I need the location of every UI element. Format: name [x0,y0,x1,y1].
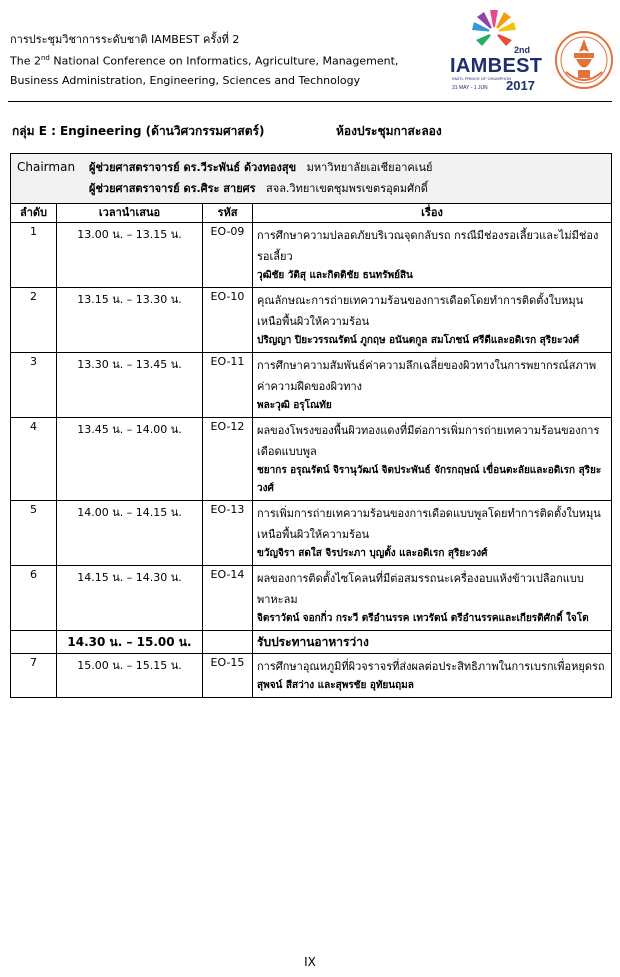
chair-cell [11,154,612,204]
chair-line-2 [17,178,605,199]
row-topic [253,353,612,418]
row-topic [253,418,612,501]
logo-edition: 2nd [514,45,531,55]
row-time: 13.15 น. – 13.30 น. [57,288,203,353]
chair-name-1: ผู้ช่วยศาสตราจารย์ ดร.วีระพันธ์ ด้วงทองสุข [89,161,297,174]
logo-name: IAMBEST [450,55,542,77]
col-header-title: เรื่อง [253,204,612,223]
university-seal [554,30,614,90]
break-label: รับประทานอาหารว่าง [253,631,612,654]
row-code: EO-14 [203,566,253,631]
table-row [11,654,612,698]
row-no: 6 [11,566,57,631]
paper-title: การศึกษาความสัมพันธ์ค่าความลึกเฉลี่ยของผิวทางในการพยากรณ์สภาพค่าความฝืดของผิวทาง [257,359,597,393]
logo-sub: KMITL PRINCE OF CHUMPHON [452,76,512,81]
row-no: 3 [11,353,57,418]
paper-authors: ชยากร อรุณรัตน์ จิรานุวัฒน์ จิตประพันธ์ จักรกฤษณ์ เขื่อนตะลัยและอดิเรก สุริยะวงศ์ [257,465,602,494]
row-time: 14.00 น. – 14.15 น. [57,501,203,566]
iambest-logo [448,6,548,92]
row-code: EO-15 [203,654,253,698]
col-header-no: ลำดับ [11,204,57,223]
row-no: 2 [11,288,57,353]
chair-name-2: ผู้ช่วยศาสตราจารย์ ดร.ศิระ สายศร [89,182,256,195]
schedule-table [10,153,612,698]
row-time: 14.15 น. – 14.30 น. [57,566,203,631]
chair-label: Chairman [17,160,76,174]
paper-title: คุณลักษณะการถ่ายเทความร้อนของการเดือดโดยทำการติดตั้งใบหมุนเหนือพื้นผิวให้ความร้อน [257,294,584,328]
logo-dates: 31 MAY - 1 JUN [452,85,488,91]
row-topic [253,288,612,353]
logo-year: 2017 [506,78,535,92]
table-row [11,223,612,288]
table-row [11,288,612,353]
paper-title: การศึกษาความปลอดภัยบริเวณจุดกลับรถ กรณีมีช่องรอเลี้ยวและไม่มีช่องรอเลี้ยว [257,229,599,263]
chair-affiliation-1: มหาวิทยาลัยเอเชียอาคเนย์ [306,161,433,174]
header-line-2: The 2nd National Conference on Informatics, Agriculture, Management, [10,54,399,68]
row-time: 15.00 น. – 15.15 น. [57,654,203,698]
paper-title: การศึกษาอุณหภูมิที่ผิวจราจรที่ส่งผลต่อประสิทธิภาพในการเบรกเพื่อหยุดรถ [257,660,605,673]
chair-line-1 [17,157,605,178]
paper-authors: ปริญญา ปิยะวรรณรัตน์ ภูกฤษ อนันตกูล สมโภชน์ ศรีดีและอดิเรก สุริยะวงศ์ [257,335,580,346]
paper-authors: สุพจน์ สีสว่าง และสุพรชัย อุทัยนฤมล [257,680,414,691]
col-header-time: เวลานำเสนอ [57,204,203,223]
row-no: 1 [11,223,57,288]
paper-authors: วุฒิชัย วัติสุ และกิตติชัย ธนทรัพย์สิน [257,270,413,281]
paper-authors: ขวัญจิรา สดใส จิรประภา บุญตั้ง และอดิเรก สุริยะวงศ์ [257,548,488,559]
paper-title: การเพิ่มการถ่ายเทความร้อนของการเดือดแบบพูลโดยทำการติดตั้งใบหมุนเหนือพื้นผิวให้ความร้อน [257,507,601,541]
chair-row [11,154,612,204]
header-divider [8,101,612,102]
break-row [11,631,612,654]
row-topic [253,654,612,698]
row-no: 5 [11,501,57,566]
row-topic [253,501,612,566]
conference-header [10,30,440,90]
row-code: EO-09 [203,223,253,288]
break-time: 14.30 น. – 15.00 น. [57,631,203,654]
row-time: 13.00 น. – 13.15 น. [57,223,203,288]
paper-title: ผลของโพรงของพื้นผิวทองแดงที่มีต่อการเพิ่มการถ่ายเทความร้อนของการเดือดแบบพูล [257,424,600,458]
paper-title: ผลของการติดตั้งไซโคลนที่มีต่อสมรรถนะเครื่องอบแห้งข้าวเปลือกแบบพาหะลม [257,572,584,606]
table-row [11,353,612,418]
paper-authors: พละวุฒิ อรุโณทัย [257,400,332,411]
table-row [11,418,612,501]
paper-authors: จิตราวัตน์ จอกกิ่ว กระวี ตรีอำนรรค เทวรัตน์ ตรีอำนรรคและเกียรติศักดิ์ ใจโต [257,613,589,624]
row-code: EO-10 [203,288,253,353]
header-line-3: Business Administration, Engineering, Sciences and Technology [10,73,361,87]
table-row [11,501,612,566]
session-group: กลุ่ม E : Engineering (ด้านวิศวกรรมศาสตร์) [12,124,265,138]
table-row [11,566,612,631]
table-header-row [11,204,612,223]
row-topic [253,223,612,288]
col-header-code: รหัส [203,204,253,223]
row-time: 13.30 น. – 13.45 น. [57,353,203,418]
row-time: 13.45 น. – 14.00 น. [57,418,203,501]
row-no: 7 [11,654,57,698]
row-code: EO-12 [203,418,253,501]
header-line-1: การประชุมวิชาการระดับชาติ IAMBEST ครั้งที่ 2 [10,33,240,46]
row-code: EO-11 [203,353,253,418]
chair-affiliation-2: สจล.วิทยาเขตชุมพรเขตรอุดมศักดิ์ [266,182,428,195]
row-code: EO-13 [203,501,253,566]
row-topic [253,566,612,631]
row-no: 4 [11,418,57,501]
session-room: ห้องประชุมกาสะลอง [336,124,442,138]
page-number: IX [304,955,316,969]
